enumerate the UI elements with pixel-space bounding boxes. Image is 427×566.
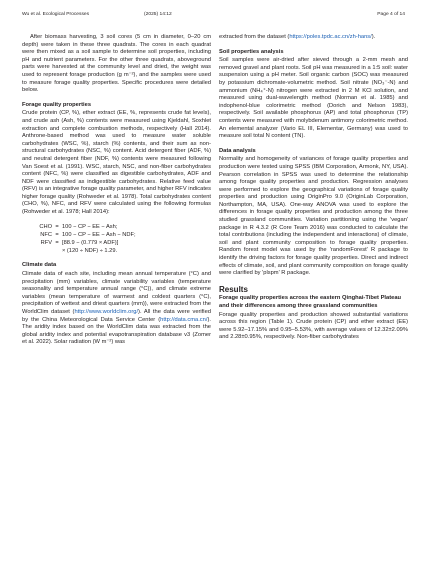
tpdc-link[interactable]: https://poles.tpdc.ac.cn/zh-hans/ [289, 34, 372, 40]
subheading-forage-variation: Forage quality properties across the eastern Qinghai-Tibet Plateau and their differences among three grassland communities [219, 295, 402, 309]
left-column [22, 34, 211, 347]
page-number: Page 4 of 14 [377, 12, 405, 17]
paragraph-solar-source [219, 34, 408, 42]
journal-name: Wu et al. Ecological Processes [22, 12, 90, 17]
paragraph-data-analysis: Normality and homogeneity of variances of forage quality properties and production were tested using SPSS (IBM Corporation, Armonk, NY, USA). Pearson correlation in SPSS was used to determine the relationship among forage quality properties and production. Regression analyses were performed to explore the geographical variations of forage quality properties and production using OriginPro 9.0 (OriginLab Corporation, Northampton, MA, USA). One-way ANOVA was used to explore the differences in forage quality properties and production among the three studied grassland communities. Variation partitioning using the 'vegan' package in R 4.3.2 (R Core Team 2016) was conducted to calculate the total contributions (including the independent and interactions) of climate, soil and plant community composition to forage quality properties. Random forest model was used by the 'randomForest' R package to identify the driving factors for forage quality properties. Direct and indirect effects of climate, soil, and plant community composition on forage quality were clarified by 'plspm' R package. [219, 156, 408, 277]
climate-text-1: Climate data of each site, including mean annual temperature (°C) and precipitation (mm) variables, climate variability variables (temperature seasonality and temperature annual range (°C)), and climate extreme variables (mean temperature of warmest and coldest quarters (°C), precipitation of wettest and driest quarters (mm)), were extracted from the WorldClim dataset ( [22, 271, 211, 316]
formula-block [30, 223, 211, 256]
formula-cho: CHO = 100 − CP − EE − Ash; [30, 223, 211, 231]
issue-info: (2025) 14:12 [144, 12, 172, 17]
formula-nfc-lhs: NFC [40, 231, 52, 238]
paragraph-sampling: After biomass harvesting, 3 soil cores (5 cm in diameter, 0–20 cm depth) were taken in these three quadrats. The cores in each quadrat were then mixed as a soil sample to determine soil properties, including pH and nutrient parameters. For the other three quadrats, aboveground parts were harvested at the community level and dried, the weight was used to represent forage production (g m⁻²), and the samples were used to measure forage quality properties. Specific procedures were detailed below. [22, 34, 211, 94]
worldclim-link[interactable]: http://www.worldclim.org/ [74, 309, 139, 316]
paragraph-forage-quality: Crude protein (CP, %), ether extract (EE, %, represents crude fat levels), and crude ash (Ash, %) contents were measured using Kjeldahl, Soxhlet extraction and complete combustion methods, respectively (Hall 2014). Anthrone-based method was used to measure water soluble carbohydrates (WSC, %), starch (%) contents, and their sum as non-structural carbohydrates (NSC, %) content. Acid detergent fiber (ADF, %) and neutral detergent fiber (NDF, %) contents were measured following Van Soest et al. (1991). WSC, starch, NSC, and non-fiber carbohydrates content (NFC, %) were classified as digestible carbohydrates, ADF and NDF were classified as indigestible carbohydrates. Relative feed value (RFV) is an integrative forage quality parameter, and higher RFV indicates higher forage quality (Rohweder et al. 1978). Total carbohydrates content (CHO, %), NFC, and RFV were calculated using the following formulas (Rohweder et al. 1978; Hall 2014): [22, 110, 211, 216]
formula-nfc: NFC = 100 − CP − EE − Ash − NDF; [30, 231, 211, 239]
formula-rfv-rhs: [88.9 − (0.779 × ADF)] [62, 240, 119, 247]
solar-text-2: ). [371, 34, 376, 40]
cma-link[interactable]: http://data.cma.cn/ [160, 316, 208, 323]
formula-rfv-lhs: RFV [40, 240, 52, 247]
formula-cho-rhs: 100 − CP − EE − Ash; [62, 223, 118, 230]
solar-text-1: extracted from the dataset ( [219, 34, 290, 40]
heading-forage-quality: Forage quality properties [22, 101, 92, 108]
climate-text-3: ). The aridity index based on the WorldClim data was extracted from the global aridity index and potential evapotranspiration database v3 (Zomer et al. 2022). Solar radiation (W m⁻²) was [22, 316, 211, 346]
running-head [22, 12, 405, 22]
formula-nfc-rhs: 100 − CP − EE − Ash − NDF; [62, 231, 136, 238]
heading-soil-properties: Soil properties analysis [219, 48, 284, 55]
paragraph-results: Forage quality properties and production showed substantial variations across this region (Table 1). Crude protein (CP) and ether extract (EE) were 5.92–17.15% and 0.95–5.53%, with average values of 12.32±2.09% and 2.28±0.95%, respectively. Non-fiber carbohydrates [219, 311, 408, 341]
paragraph-climate-data [22, 271, 211, 347]
heading-climate-data: Climate data [22, 262, 57, 269]
paragraph-soil-properties: Soil samples were air-dried after sieved through a 2-mm mesh and removed gravel and plant roots. Soil pH was measured in a 1:5 soil: water suspension using a pH meter. Soil organic carbon (SOC) was measured by potassium dichromate-volumetric method. Soil nitrate (NO₃⁻-N) and ammonium (NH₄⁺-N) nitrogen were extracted in 2 M KCl solution, and measured using dual-wavelength method (Norman et al. 1985) and indophenol-blue colorimetric method (Dorich and Nelson 1983), respectively. Soil available phosphorus (AP) and total phosphorus (TP) contents were measured with molybdenum antimony colorimetric method. An elemental analyzer (Vario EL III, Elementar, Germany) was used to measure soil total N content (TN). [219, 57, 408, 140]
formula-rfv-continued: × (120 ÷ NDF) ÷ 1.29. [62, 248, 118, 255]
formula-rfv: RFV = [88.9 − (0.779 × ADF)] [30, 239, 211, 247]
heading-data-analysis: Data analysis [219, 147, 256, 154]
climate-text-2: ). All the data were verified by the China Meteorological Data Service Center ( [22, 309, 211, 323]
right-column [219, 34, 408, 342]
heading-results: Results [219, 284, 248, 294]
formula-cho-lhs: CHO [39, 223, 52, 230]
